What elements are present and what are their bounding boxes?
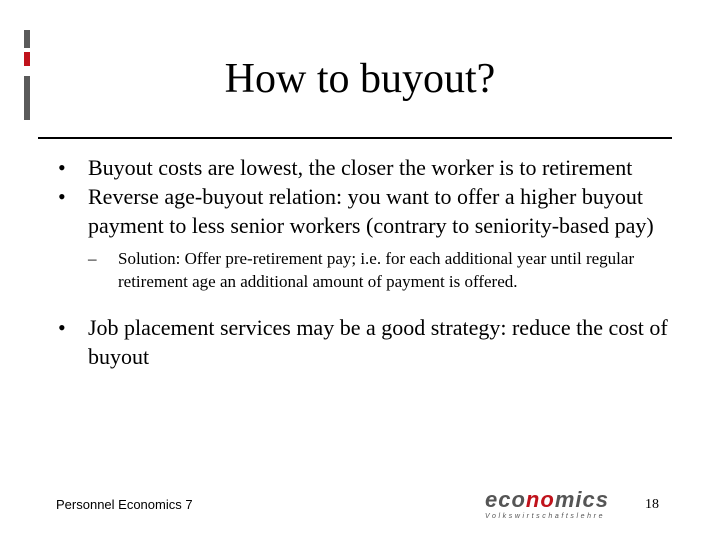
slide-title: How to buyout? — [224, 56, 496, 102]
spacer — [58, 293, 668, 313]
page-number: 18 — [645, 497, 659, 512]
logo-word-part2: mics — [554, 487, 609, 512]
bullet-item — [58, 313, 668, 371]
logo-wordmark — [485, 489, 625, 511]
decor-bar-top — [24, 30, 30, 48]
logo-subtext: Volkswirtschaftslehre — [485, 513, 606, 520]
economics-logo — [485, 489, 625, 521]
decor-bar-bottom — [24, 76, 30, 120]
sub-bullet-text: Solution: Offer pre-retirement pay; i.e. for each additional year until regular retirement age an additional amount of payment is offered. — [118, 249, 635, 291]
decor-bar-red — [24, 52, 30, 66]
bullet-symbol: • — [58, 184, 66, 209]
sub-bullet-item — [88, 247, 668, 293]
bullet-symbol: • — [58, 155, 66, 180]
footer-course-label: Personnel Economics 7 — [56, 497, 193, 512]
bullet-text: Reverse age-buyout relation: you want to offer a higher buyout payment to less senior workers (contrary to seniority-based pay) — [88, 184, 654, 238]
bullet-item — [58, 182, 668, 240]
title-divider — [38, 137, 672, 139]
bullet-list — [58, 153, 668, 371]
bullet-text: Job placement services may be a good strategy: reduce the cost of buyout — [88, 315, 668, 369]
bullet-text: Buyout costs are lowest, the closer the worker is to retirement — [88, 155, 633, 180]
bullet-symbol: • — [58, 315, 66, 340]
dash-symbol: – — [88, 249, 97, 268]
logo-word-part1: eco — [485, 487, 526, 512]
bullet-item — [58, 153, 668, 182]
logo-word-highlight: no — [525, 487, 555, 512]
